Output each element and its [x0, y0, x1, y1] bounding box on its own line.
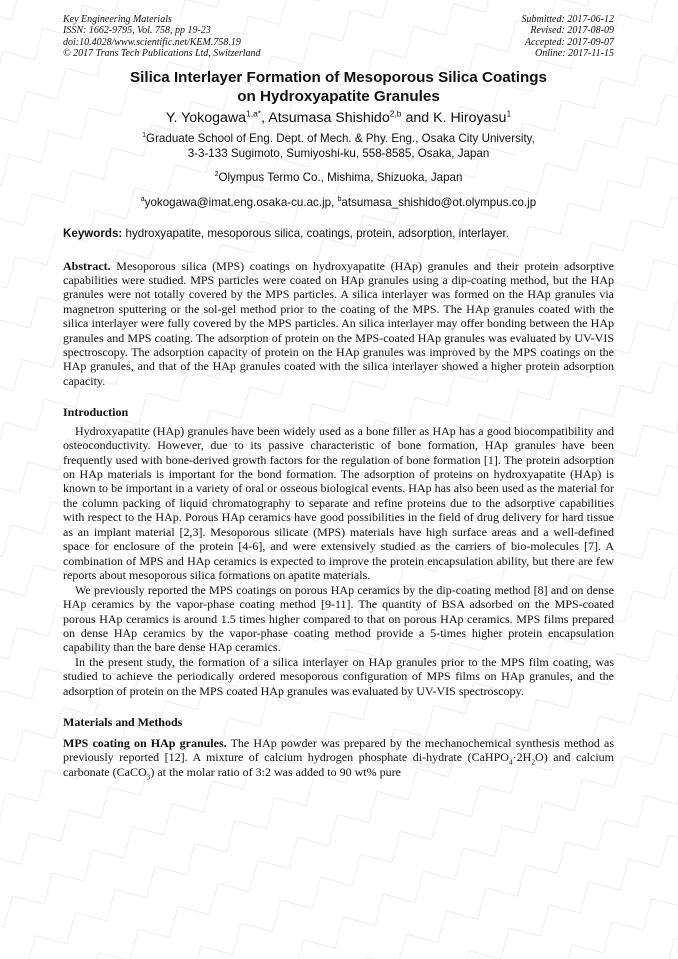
affiliation-1-marker: 1: [142, 132, 147, 140]
introduction-paragraph-2: We previously reported the MPS coatings on porous HAp ceramics by the dip-coating method [8] and on dense HAp ceramics by the vapor-phase coating method [9-11]. The quantity of BSA adsorbed on the MPS-coated porous HAp ceramics is around 1.5 times higher compared to that on porous HAp ceramics. MPS films prepared on dense HAp ceramics by the vapor-phase coating method provide a 5-times higher protein encapsulation capability than the bare dense HAp ceramics.: [63, 582, 614, 655]
email-a[interactable]: yokogawa@imat.eng.osaka-cu.ac.jp,: [144, 195, 338, 209]
affiliation-2-marker: 2: [214, 171, 219, 179]
affiliation-1: [63, 132, 614, 161]
email-a-marker: a: [140, 196, 145, 204]
introduction-heading: Introduction: [63, 405, 129, 420]
author-1: Y. Yokogawa: [165, 110, 247, 127]
author-2: Atsumasa Shishido: [268, 110, 390, 127]
journal-name: Key Engineering Materials: [63, 14, 172, 25]
methods-subscript-2: 2: [531, 757, 536, 767]
methods-paragraph-1: [63, 736, 614, 779]
journal-copyright: © 2017 Trans Tech Publications Ltd, Switzerland: [63, 47, 261, 59]
paper-content: [63, 14, 614, 779]
author-separator-1: ,: [261, 110, 269, 127]
date-online: Online: 2017-11-15: [535, 47, 614, 59]
date-submitted: Submitted: 2017-06-12: [521, 14, 614, 25]
abstract: [63, 259, 614, 389]
methods-subscript-4: 4: [508, 757, 513, 767]
keywords-text: hydroxyapatite, mesoporous silica, coatings, protein, adsorption, interlayer.: [122, 226, 509, 240]
methods-subsection-label: MPS coating on HAp granules.: [63, 735, 227, 750]
date-accepted: Accepted: 2017-09-07: [524, 36, 614, 48]
author-list: [63, 109, 614, 127]
title-line-1: Silica Interlayer Formation of Mesoporous Silica Coatings: [130, 69, 547, 87]
journal-doi[interactable]: doi:10.4028/www.scientific.net/KEM.758.19: [63, 36, 241, 48]
affiliation-2: [63, 171, 614, 186]
journal-issn: ISSN: 1662-9795, Vol. 758, pp 19-23: [63, 25, 211, 37]
affiliation-1-line-1: Graduate School of Eng. Dept. of Mech. & Phy. Eng., Osaka City University,: [146, 132, 535, 146]
journal-info: [63, 14, 261, 59]
keywords: [63, 227, 614, 241]
keywords-label: Keywords:: [63, 226, 123, 240]
author-3-marker: 1: [506, 108, 512, 119]
author-1-marker: 1,a*: [246, 108, 262, 119]
paper-title: [63, 69, 614, 106]
methods-subscript-3: 3: [146, 771, 151, 781]
journal-header: [63, 14, 614, 59]
date-revised: Revised: 2017-08-09: [530, 25, 614, 37]
author-emails: [63, 196, 614, 211]
author-2-marker: 2,b: [389, 108, 402, 119]
author-separator-2: and: [401, 110, 434, 127]
title-line-2: on Hydroxyapatite Granules: [237, 87, 440, 105]
methods-text-a: The HAp powder was prepared by the mechanochemical synthesis method as previously reported [12]. A mixture of calcium hydrogen phosphate di-hydrate (CaHPO: [63, 735, 615, 765]
methods-text-c: O) and calcium carbonate (CaCO: [63, 750, 615, 779]
email-b[interactable]: atsumasa_shishido@ot.olympus.co.jp: [341, 195, 537, 209]
publication-dates: [522, 14, 615, 59]
methods-heading: Materials and Methods: [63, 715, 183, 730]
methods-text-b: ·2H: [512, 750, 532, 765]
email-b-marker: b: [337, 196, 342, 204]
methods-text-d: ) at the molar ratio of 3:2 was added to 90 wt% pure: [150, 764, 401, 779]
abstract-label: Abstract.: [63, 258, 111, 273]
affiliation-1-line-2: 3-3-133 Sugimoto, Sumiyoshi-ku, 558-8585, Osaka, Japan: [187, 146, 490, 160]
abstract-text: Mesoporous silica (MPS) coatings on hydroxyapatite (HAp) granules and their protein adsorptive capabilities were studied. MPS particles were coated on HAp granules using a dip-coating method, but the HAp granules were not totally covered by the MPS particles. A silica interlayer was formed on the HAp granules via magnetron sputtering or the sol-gel method prior to the coating of the MPS. The HAp granules coated with the silica interlayer were fully covered by the MPS particles. An silica interlayer may offer bonding between the HAp granules and MPS coating. The adsorption of protein on the MPS-coated HAp granules was evaluated by UV-VIS spectroscopy. The adsorption capacity of protein on the HAp granules was improved by the MPS coatings on the HAp granules, and that of the HAp granules coated with the silica interlayer showed a higher protein adsorption capacity.: [63, 258, 614, 388]
affiliation-2-text: Olympus Termo Co., Mishima, Shizuoka, Japan: [218, 171, 463, 185]
introduction-paragraph-3: In the present study, the formation of a silica interlayer on HAp granules prior to the MPS film coating, was studied to achieve the periodically ordered mesoporous configuration of MPS films on HAp granules, and the adsorption of protein on the MPS coated HAp granules was evaluated by UV-VIS spectroscopy.: [63, 654, 614, 698]
introduction-paragraph-1: Hydroxyapatite (HAp) granules have been widely used as a bone filler as HAp has a good biocompatibility and osteoconductivity. However, due to its passive characteristic of bone formation, HAp granules have been frequently used with bone-derived growth factors for the regulation of bone formation [1]. The protein adsorption on HAp materials is important for the bond formation. The adsorption of proteins on hydroxyapatite (HAp) is known to be important in a variety of oral or osseous biological events. HAp has also been used as the material for the column packing of liquid chromatography to separate and refine proteins due to the adsorptive capabilities with respect to the HAp. Porous HAp ceramics have good possibilities in the field of drug delivery for hard tissue as an implant material [2,3]. Mesoporous silicate (MPS) materials have high surface areas and a well-defined space for enclosure of the protein [4-6], and were extensively studied as the carriers of bio-molecules [7]. A combination of MPS and HAp ceramics is expected to improve the protein encapsulation ability, but there are few reports about mesoporous silica formations on apatite materials.: [63, 423, 614, 583]
author-3: K. Hiroyasu: [433, 110, 507, 127]
